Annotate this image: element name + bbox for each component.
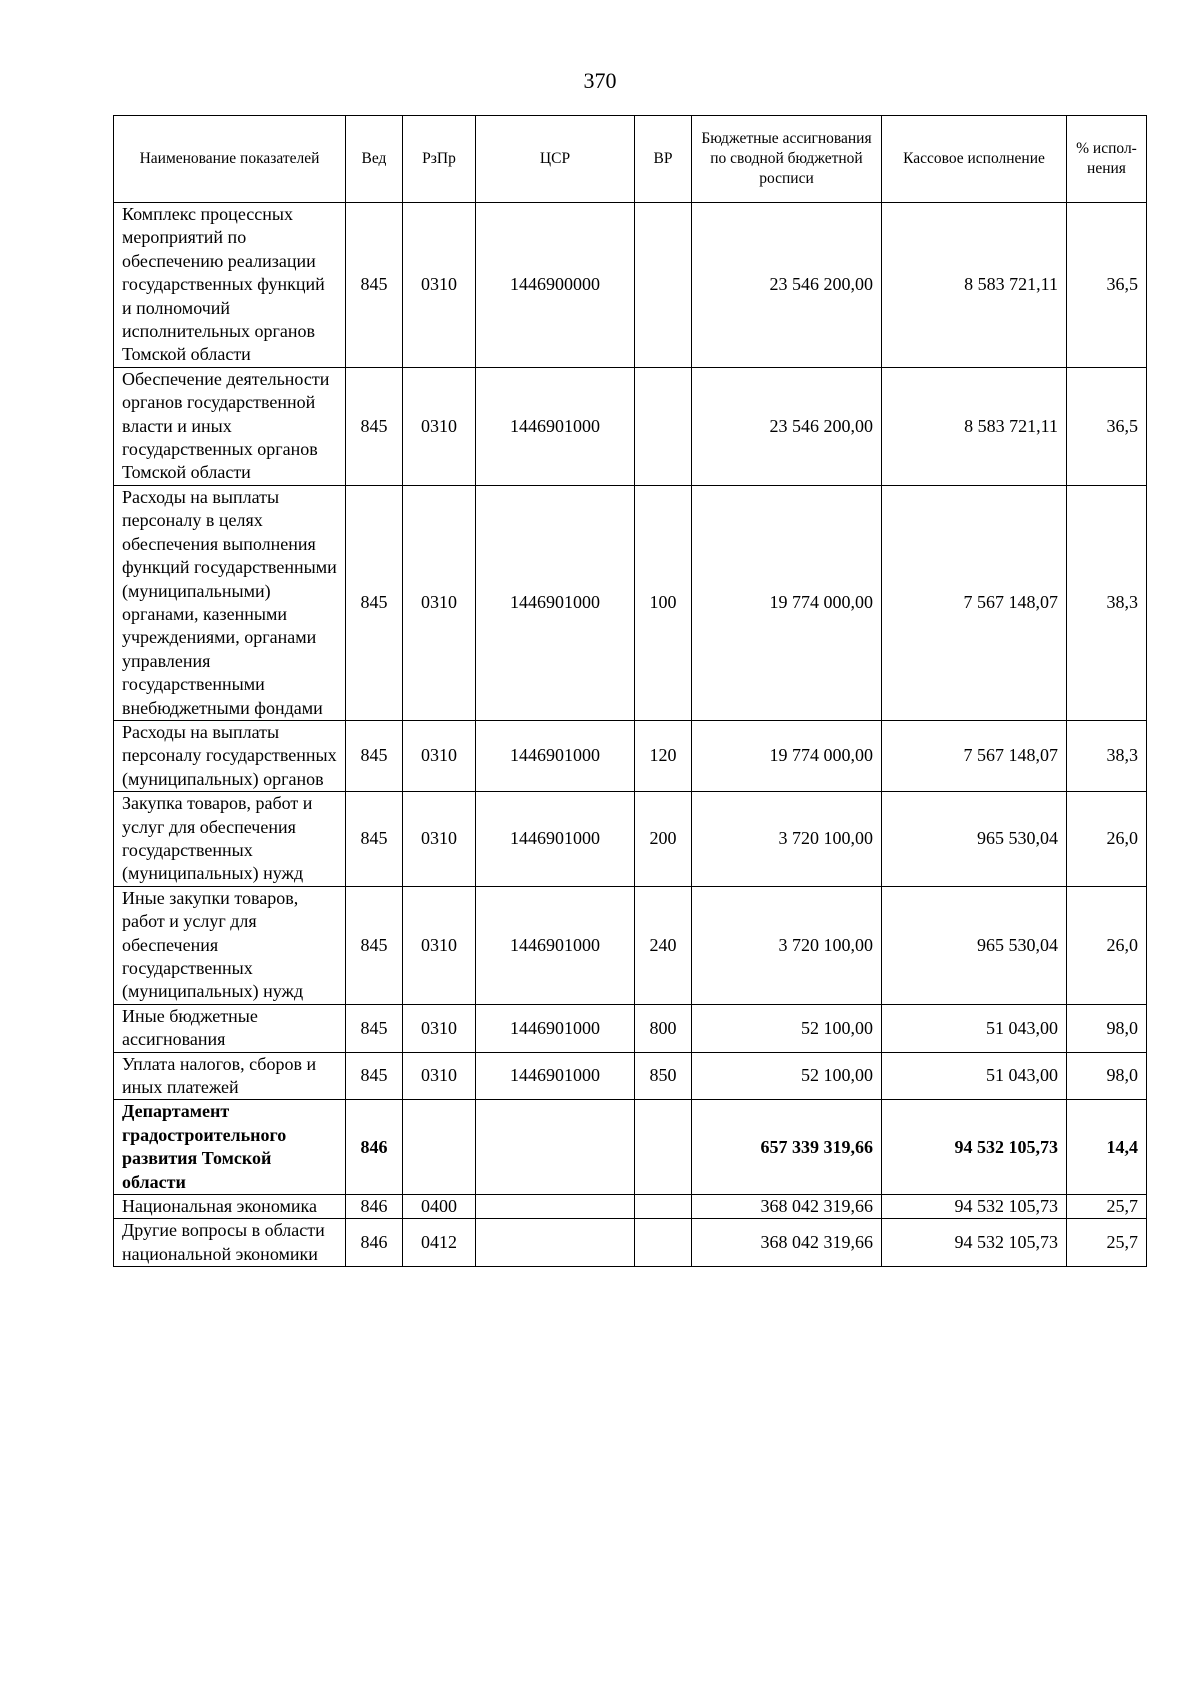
cell-csr: 1446901000: [476, 792, 635, 887]
cell-cash: 7 567 148,07: [882, 720, 1067, 791]
cell-percent: 26,0: [1067, 886, 1147, 1004]
cell-csr: 1446901000: [476, 367, 635, 485]
cell-csr: [476, 1100, 635, 1195]
table-row: [114, 1004, 1147, 1052]
header-rzpr: РзПр: [403, 116, 476, 203]
cell-name: Иные бюджетные ассигнования: [114, 1004, 346, 1052]
cell-ved: 845: [346, 1052, 403, 1100]
cell-ved: 846: [346, 1100, 403, 1195]
table-row: [114, 792, 1147, 887]
table-row: [114, 1219, 1147, 1267]
cell-percent: 36,5: [1067, 367, 1147, 485]
cell-rzpr: 0310: [403, 792, 476, 887]
cell-percent: 25,7: [1067, 1219, 1147, 1267]
cell-rzpr: 0310: [403, 203, 476, 368]
table-row: [114, 1100, 1147, 1195]
header-name: Наименование показателей: [114, 116, 346, 203]
cell-vr: [635, 1219, 692, 1267]
cell-name: Другие вопросы в области национальной экономики: [114, 1219, 346, 1267]
cell-rzpr: 0310: [403, 886, 476, 1004]
cell-percent: 26,0: [1067, 792, 1147, 887]
cell-ved: 845: [346, 485, 403, 720]
cell-cash: 51 043,00: [882, 1004, 1067, 1052]
cell-vr: [635, 367, 692, 485]
cell-vr: 850: [635, 1052, 692, 1100]
table-body: [114, 203, 1147, 1267]
cell-csr: 1446900000: [476, 203, 635, 368]
cell-ved: 845: [346, 720, 403, 791]
cell-percent: 98,0: [1067, 1004, 1147, 1052]
cell-rzpr: 0412: [403, 1219, 476, 1267]
cell-csr: 1446901000: [476, 886, 635, 1004]
cell-csr: [476, 1219, 635, 1267]
cell-name: Комплекс процессных мероприятий по обеспечению реализации государственных функций и полномочий исполнительных органов Томской области: [114, 203, 346, 368]
page-number: 370: [583, 68, 617, 93]
cell-csr: 1446901000: [476, 1004, 635, 1052]
cell-cash: 94 532 105,73: [882, 1195, 1067, 1219]
cell-name: Закупка товаров, работ и услуг для обеспечения государственных (муниципальных) нужд: [114, 792, 346, 887]
cell-budget: 3 720 100,00: [692, 792, 882, 887]
cell-ved: 846: [346, 1219, 403, 1267]
cell-percent: 38,3: [1067, 720, 1147, 791]
cell-name: Уплата налогов, сборов и иных платежей: [114, 1052, 346, 1100]
cell-name: Национальная экономика: [114, 1195, 346, 1219]
cell-cash: 965 530,04: [882, 792, 1067, 887]
cell-rzpr: 0310: [403, 1052, 476, 1100]
header-ved: Вед: [346, 116, 403, 203]
cell-rzpr: 0400: [403, 1195, 476, 1219]
cell-vr: 800: [635, 1004, 692, 1052]
cell-cash: 7 567 148,07: [882, 485, 1067, 720]
cell-budget: 52 100,00: [692, 1052, 882, 1100]
cell-budget: 19 774 000,00: [692, 485, 882, 720]
cell-name: Департамент градостроительного развития Томской области: [114, 1100, 346, 1195]
cell-vr: 100: [635, 485, 692, 720]
cell-ved: 846: [346, 1195, 403, 1219]
cell-budget: 368 042 319,66: [692, 1195, 882, 1219]
header-csr: ЦСР: [476, 116, 635, 203]
table-row: [114, 367, 1147, 485]
table-row: [114, 886, 1147, 1004]
cell-budget: 52 100,00: [692, 1004, 882, 1052]
cell-cash: 51 043,00: [882, 1052, 1067, 1100]
cell-rzpr: 0310: [403, 367, 476, 485]
cell-cash: 94 532 105,73: [882, 1219, 1067, 1267]
table-row: [114, 720, 1147, 791]
cell-budget: 19 774 000,00: [692, 720, 882, 791]
cell-name: Обеспечение деятельности органов государственной власти и иных государственных органов Томской области: [114, 367, 346, 485]
table-row: [114, 485, 1147, 720]
cell-vr: [635, 203, 692, 368]
header-budget: Бюджетные ассигнования по сводной бюджетной росписи: [692, 116, 882, 203]
cell-budget: 23 546 200,00: [692, 367, 882, 485]
cell-rzpr: 0310: [403, 485, 476, 720]
cell-ved: 845: [346, 792, 403, 887]
cell-ved: 845: [346, 886, 403, 1004]
cell-percent: 14,4: [1067, 1100, 1147, 1195]
header-vr: ВР: [635, 116, 692, 203]
cell-cash: 8 583 721,11: [882, 203, 1067, 368]
cell-percent: 36,5: [1067, 203, 1147, 368]
cell-ved: 845: [346, 1004, 403, 1052]
cell-name: Иные закупки товаров, работ и услуг для обеспечения государственных (муниципальных) нужд: [114, 886, 346, 1004]
cell-budget: 368 042 319,66: [692, 1219, 882, 1267]
cell-rzpr: 0310: [403, 1004, 476, 1052]
header-cash: Кассовое исполнение: [882, 116, 1067, 203]
cell-budget: 3 720 100,00: [692, 886, 882, 1004]
table-row: [114, 1195, 1147, 1219]
cell-name: Расходы на выплаты персоналу государственных (муниципальных) органов: [114, 720, 346, 791]
cell-percent: 38,3: [1067, 485, 1147, 720]
cell-vr: 200: [635, 792, 692, 887]
cell-cash: 94 532 105,73: [882, 1100, 1067, 1195]
header-percent: % испол-нения: [1067, 116, 1147, 203]
cell-csr: 1446901000: [476, 1052, 635, 1100]
cell-budget: 657 339 319,66: [692, 1100, 882, 1195]
cell-vr: [635, 1100, 692, 1195]
cell-vr: [635, 1195, 692, 1219]
cell-csr: 1446901000: [476, 720, 635, 791]
cell-vr: 120: [635, 720, 692, 791]
cell-ved: 845: [346, 203, 403, 368]
table-row: [114, 1052, 1147, 1100]
cell-rzpr: 0310: [403, 720, 476, 791]
cell-csr: [476, 1195, 635, 1219]
table-row: [114, 203, 1147, 368]
cell-name: Расходы на выплаты персоналу в целях обеспечения выполнения функций государственными (муниципальными) органами, казенными учреждениями, органами управления государственными внебюджетными фондами: [114, 485, 346, 720]
cell-cash: 8 583 721,11: [882, 367, 1067, 485]
cell-percent: 25,7: [1067, 1195, 1147, 1219]
cell-cash: 965 530,04: [882, 886, 1067, 1004]
cell-percent: 98,0: [1067, 1052, 1147, 1100]
cell-rzpr: [403, 1100, 476, 1195]
table-header-row: [114, 116, 1147, 203]
cell-vr: 240: [635, 886, 692, 1004]
cell-ved: 845: [346, 367, 403, 485]
cell-csr: 1446901000: [476, 485, 635, 720]
budget-execution-table: [113, 115, 1147, 1267]
cell-budget: 23 546 200,00: [692, 203, 882, 368]
